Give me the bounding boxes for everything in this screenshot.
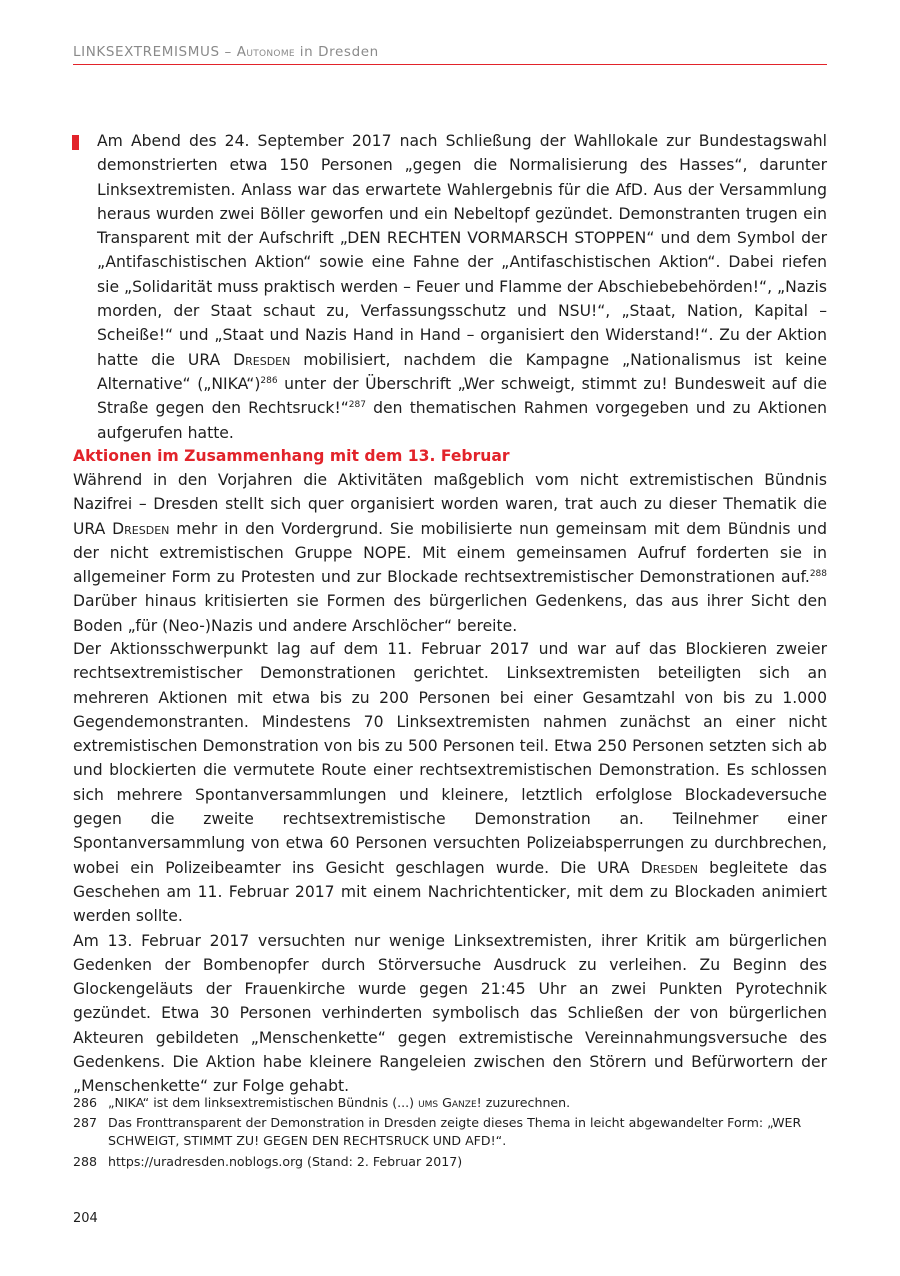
footnote-number: 286 [73, 1095, 98, 1110]
org-name-smallcaps: Dresden [112, 519, 170, 538]
footnote-ref-288: 288 [809, 569, 827, 580]
paragraph-11-february: Der Aktionsschwerpunkt lag auf dem 11. Februar 2017 und war auf das Blockieren zweier rechtsextremistischer Demonstrationen gerichtet. Linksextremisten beteiligten sich an mehreren Aktionen mit etwa bis zu 200 Personen bei einer Gesamtzahl von bis zu 1.000 Gegendemonstranten. Mindestens 70 Linksextremisten nahmen zunächst an einer nicht extremistischen Demonstration von bis zu 500 Personen teil. Etwa 250 Personen setzten sich ab und blockierten die vermutete Route einer rechtsextremistischen Demonstration. Es schlossen sich mehrere Spontanversammlungen und kleinere, letztlich erfolglose Blockadeversuche gegen die zweite rechtsextremistische Demonstration an. Teilnehmer einer Spontanversammlung von etwa 60 Personen versuchten Polizeiabsperrungen zu durchbrechen, wobei ein Polizeibeamter ins Gesicht geschlagen wurde. Die URA Dresden begleitete das Geschehen am 11. Februar 2017 mit einem Nachrichtenticker, mit dem zu Blockaden animiert werden sollte. [73, 640, 827, 926]
org-name-smallcaps: Dresden [640, 858, 699, 877]
bullet-paragraph: Am Abend des 24. September 2017 nach Schließung der Wahllokale zur Bundestagswahl demonstrierten etwa 150 Personen „gegen die Normalisierung des Hasses“, darunter Linksextremisten. Anlass war das erwartete Wahlergebnis für die AfD. Aus der Versammlung heraus wurden zwei Böller geworfen und ein Nebeltopf gezündet. Demonstranten trugen ein Transparent mit der Aufschrift „DEN RECHTEN VORMARSCH STOPPEN“ und dem Symbol der „Antifaschistischen Aktion“ sowie eine Fahne der „Antifaschistischen Aktion“. Dabei riefen sie „Solidarität muss praktisch werden – Feuer und Flamme der Abschiebebehörden!“, „Nazis morden, der Staat schaut zu, Verfassungsschutz und NSU!“, „Staat, Nation, Kapital – Scheiße!“ und „Staat und Nazis Hand in Hand – organisiert den Widerstand!“. Zu der Aktion hatte die URA Dresden mobilisiert, nachdem die Kampagne „Nationalismus ist keine Alternative“ („NIKA“)$^{286}$ unter der Überschrift „Wer schweigt, stimmt zu! Bundesweit auf die Straße gegen den Rechtsruck!“$^{287}$ den thematischen Rahmen vorgegeben und zu Aktionen aufgerufen hatte. [97, 132, 827, 442]
section-february [73, 444, 827, 638]
bullet-item [97, 129, 827, 445]
header-dash: – [224, 44, 232, 60]
footnote-288: 288 https://uradresden.noblogs.org (Stand: 2. Februar 2017) [73, 1154, 463, 1169]
footnote-ref-286: 286 [260, 375, 278, 386]
paragraph-13-february: Am 13. Februar 2017 versuchten nur wenige Linksextremisten, ihrer Kritik am bürgerlichen Gedenken der Bombenopfer durch Störversuche Ausdruck zu verleihen. Zu Beginn des Glockengeläuts der Frauenkirche wurde gegen 21:45 Uhr an zwei Punkten Pyrotechnik gezündet. Etwa 30 Personen verhinderten symbolisch das Schließen der von bürgerlichen Akteuren gebildeten „Menschenkette“ gegen extremistische Vereinnahmungsversuche des Gedenkens. Die Aktion habe kleinere Rangeleien zwischen den Störern und Befürwortern der „Menschenkette“ zur Folge gehabt. [73, 931, 827, 1096]
header-subtitle-smallcaps: Autonome [236, 44, 295, 60]
footnote-287: 287 Das Fronttransparent der Demonstration in Dresden zeigte dieses Thema in leicht abgewandelter Form: „WER SCHWEIGT, STIMMT ZU! GEGEN DEN RECHTSRUCK UND AFD!“. [73, 1115, 802, 1148]
footnote-ref-287: 287 [348, 400, 366, 411]
page-number: 204 [73, 1211, 98, 1226]
paragraph-intro: Während in den Vorjahren die Aktivitäten maßgeblich vom nicht extremistischen Bündnis Nazifrei – Dresden stellt sich quer organisiert worden waren, trat auch zu dieser Thematik die URA Dresden mehr in den Vordergrund. Sie mobilisierte nun gemeinsam mit dem Bündnis und der nicht extremistischen Gruppe NOPE. Mit einem gemeinsamen Aufruf forderten sie in allgemeiner Form zu Protesten und zur Blockade rechtsextremistischer Demonstrationen auf.$^{288}$ Darüber hinaus kritisierten sie Formen des bürgerlichen Gedenkens, das aus ihrer Sicht den Boden „für (Neo-)Nazis und andere Arschlöcher“ bereite. [73, 471, 827, 635]
header-section: LINKSEXTREMISMUS [73, 44, 220, 60]
running-header [73, 44, 827, 65]
header-subtitle: in Dresden [299, 44, 379, 60]
section-heading: Aktionen im Zusammenhang mit dem 13. Februar [73, 447, 510, 465]
red-bullet-marker [72, 135, 79, 150]
footnote-286: 286 „NIKA“ ist dem linksextremistischen Bündnis (...) ums Ganze! zuzurechnen. [73, 1095, 571, 1110]
section-body [73, 637, 827, 1099]
footnote-number: 288 [73, 1154, 98, 1169]
org-name-smallcaps: Dresden [233, 350, 291, 369]
footnote-number: 287 [73, 1115, 98, 1130]
